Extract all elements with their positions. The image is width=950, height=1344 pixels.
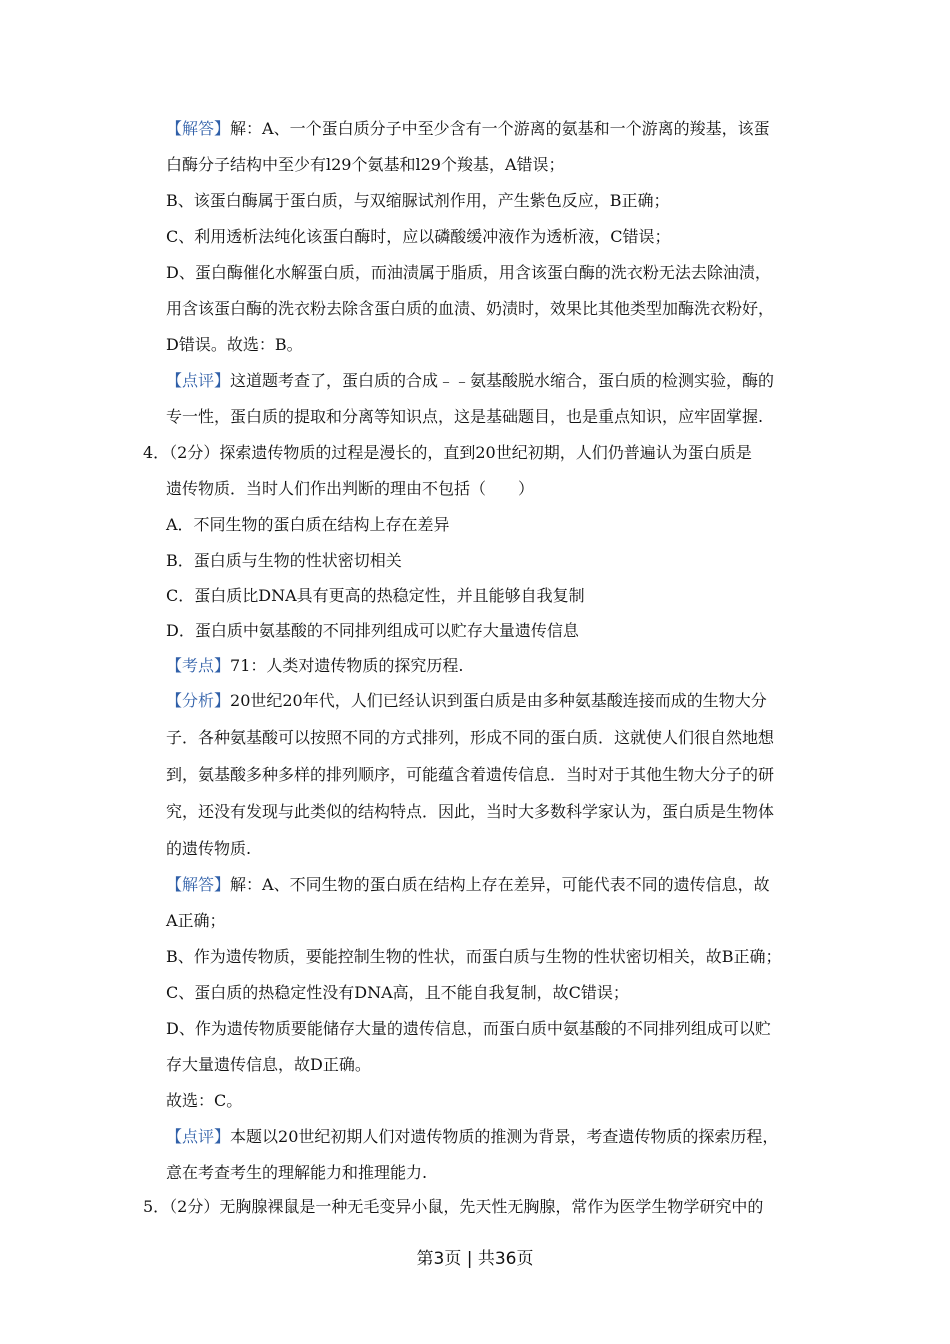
q4-fenxi-line-3: 到，氨基酸多种多样的排列顺序，可能蕴含着遗传信息．当时对于其他生物大分子的研 bbox=[166, 765, 775, 784]
q4-option-c-explanation: C、蛋白质的热稳定性没有DNA高，且不能自我复制，故C错误； bbox=[166, 983, 629, 1002]
q4-fenxi-line-4: 究，还没有发现与此类似的结构特点．因此，当时大多数科学家认为，蛋白质是生物体 bbox=[166, 802, 775, 821]
q3-option-c-explanation: C、利用透析法纯化该蛋白酶时，应以磷酸缓冲液作为透析液，C错误； bbox=[166, 227, 671, 246]
q4-fenxi-text: 20世纪20年代，人们已经认识到蛋白质是由多种氨基酸连接而成的生物大分 bbox=[230, 691, 767, 710]
q4-option-a: A．不同生物的蛋白质在结构上存在差异 bbox=[166, 515, 450, 534]
q3-jieda-text: 解：A、一个蛋白质分子中至少含有一个游离的氨基和一个游离的羧基，该蛋 bbox=[230, 119, 770, 138]
q4-option-b-explanation: B、作为遗传物质，要能控制生物的性状，而蛋白质与生物的性状密切相关，故B正确； bbox=[166, 947, 782, 966]
q4-fenxi-line-5: 的遗传物质. bbox=[166, 839, 252, 858]
q4-option-d-explanation-2: 存大量遗传信息，故D正确。 bbox=[166, 1055, 371, 1074]
q3-jieda-line-1 bbox=[166, 118, 770, 140]
q3-option-d-explanation-3: D错误。故选：B。 bbox=[166, 335, 303, 354]
q3-dianping-line-2: 专一性，蛋白质的提取和分离等知识点，这是基础题目，也是重点知识，应牢固掌握. bbox=[166, 407, 764, 426]
q4-dianping-line-1 bbox=[166, 1126, 778, 1148]
q4-jieda-text: 解：A、不同生物的蛋白质在结构上存在差异，可能代表不同的遗传信息，故 bbox=[230, 875, 770, 894]
dianping-tag: 【点评】 bbox=[166, 371, 231, 390]
page-footer: 第3页 | 共36页 bbox=[416, 1249, 534, 1269]
q3-jieda-line-2: 白酶分子结构中至少有l29个氨基和l29个羧基，A错误； bbox=[166, 155, 565, 174]
q4-dianping-line-2: 意在考查考生的理解能力和推理能力. bbox=[166, 1163, 428, 1182]
q4-fenxi-line-1 bbox=[166, 690, 767, 712]
jieda-tag: 【解答】 bbox=[166, 875, 231, 894]
fenxi-tag: 【分析】 bbox=[166, 691, 231, 710]
q4-stem-line-1: 4．（2分）探索遗传物质的过程是漫长的，直到20世纪初期，人们仍普遍认为蛋白质是 bbox=[143, 443, 752, 462]
q4-dianping-text: 本题以20世纪初期人们对遗传物质的推测为背景，考查遗传物质的探索历程， bbox=[230, 1127, 779, 1146]
q4-option-b: B．蛋白质与生物的性状密切相关 bbox=[166, 551, 402, 570]
q3-dianping-text: 这道题考查了，蛋白质的合成﹣﹣氨基酸脱水缩合，蛋白质的检测实验，酶的 bbox=[230, 371, 775, 390]
q4-kaodian bbox=[166, 655, 463, 677]
q3-option-d-explanation-2: 用含该蛋白酶的洗衣粉去除含蛋白质的血渍、奶渍时，效果比其他类型加酶洗衣粉好， bbox=[166, 299, 775, 318]
q4-answer: 故选：C。 bbox=[166, 1091, 243, 1110]
jieda-tag: 【解答】 bbox=[166, 119, 231, 138]
q4-stem-line-2: 遗传物质．当时人们作出判断的理由不包括（ ） bbox=[166, 479, 535, 498]
q4-kaodian-text: 71：人类对遗传物质的探究历程. bbox=[230, 656, 464, 675]
q3-option-b-explanation: B、该蛋白酶属于蛋白质，与双缩脲试剂作用，产生紫色反应，B正确； bbox=[166, 191, 670, 210]
q4-jieda-line-1 bbox=[166, 874, 770, 896]
q4-option-d: D．蛋白质中氨基酸的不同排列组成可以贮存大量遗传信息 bbox=[166, 621, 579, 640]
q4-option-c: C．蛋白质比DNA具有更高的热稳定性，并且能够自我复制 bbox=[166, 586, 585, 605]
q3-dianping-line-1 bbox=[166, 370, 774, 392]
q4-fenxi-line-2: 子．各种氨基酸可以按照不同的方式排列，形成不同的蛋白质．这就使人们很自然地想 bbox=[166, 728, 775, 747]
kaodian-tag: 【考点】 bbox=[166, 656, 231, 675]
q4-option-d-explanation-1: D、作为遗传物质要能储存大量的遗传信息，而蛋白质中氨基酸的不同排列组成可以贮 bbox=[166, 1019, 771, 1038]
q5-stem-line-1: 5．（2分）无胸腺裸鼠是一种无毛变异小鼠，先天性无胸腺，常作为医学生物学研究中的 bbox=[143, 1197, 764, 1216]
q4-jieda-line-2: A正确； bbox=[166, 911, 226, 930]
dianping-tag: 【点评】 bbox=[166, 1127, 231, 1146]
q3-option-d-explanation-1: D、蛋白酶催化水解蛋白质，而油渍属于脂质，用含该蛋白酶的洗衣粉无法去除油渍， bbox=[166, 263, 771, 282]
